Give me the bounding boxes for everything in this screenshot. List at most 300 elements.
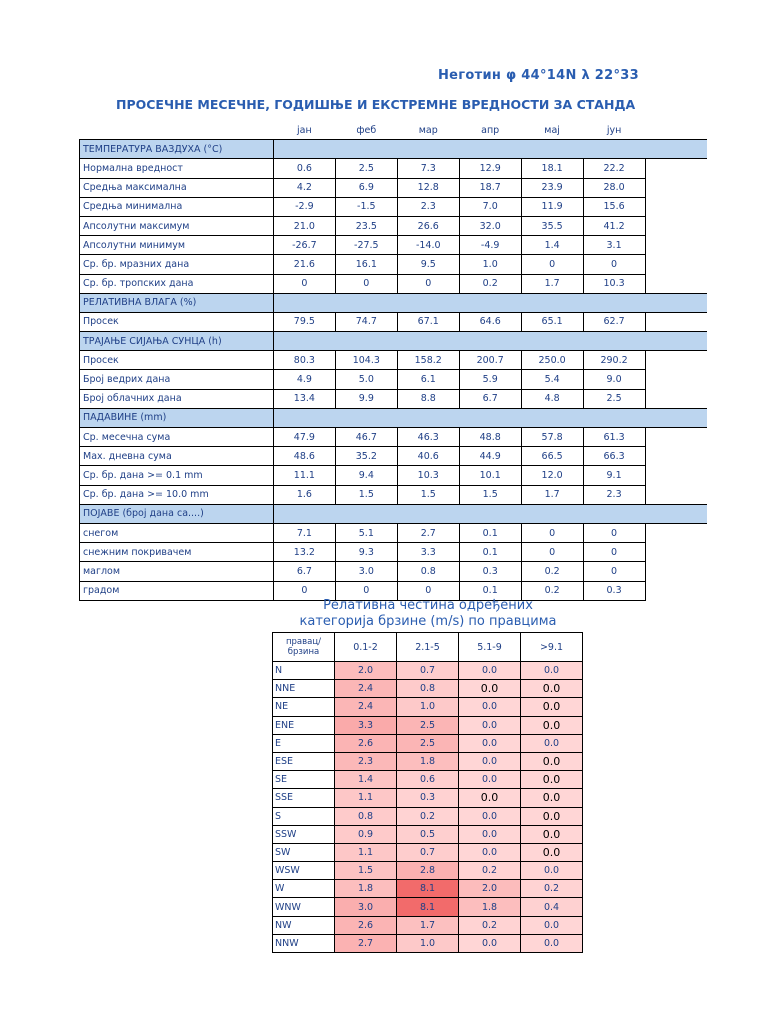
value-cell: 16.1 xyxy=(335,255,397,274)
speed-column-header: 2.1-5 xyxy=(397,633,459,662)
value-cell: 9.3 xyxy=(335,543,397,562)
table-row xyxy=(80,428,708,447)
value-cell: 79.5 xyxy=(273,312,335,331)
value-cell: 0 xyxy=(273,274,335,293)
wind-row xyxy=(273,916,583,934)
value-cell: 2.5 xyxy=(583,389,645,408)
frequency-cell: 2.5 xyxy=(397,716,459,734)
value-cell: 0.1 xyxy=(459,523,521,542)
value-cell: 1.5 xyxy=(459,485,521,504)
frequency-cell: 0.0 xyxy=(459,843,521,861)
value-cell: -2.9 xyxy=(273,197,335,216)
section-title: ПОЈАВЕ (број дана са....) xyxy=(80,504,274,523)
row-label: Апсолутни минимум xyxy=(80,236,274,255)
row-label: Просек xyxy=(80,312,274,331)
table-row xyxy=(80,274,708,293)
table-row xyxy=(80,236,708,255)
wind-row xyxy=(273,752,583,770)
value-cell: 11.9 xyxy=(521,197,583,216)
wind-row xyxy=(273,771,583,789)
frequency-cell: 0.0 xyxy=(459,662,521,680)
month-header: мај xyxy=(544,124,560,136)
value-cell: 9.4 xyxy=(335,466,397,485)
value-cell: 250.0 xyxy=(521,351,583,370)
value-cell: -27.5 xyxy=(335,236,397,255)
frequency-cell: 0.0 xyxy=(459,934,521,952)
value-cell: 66.3 xyxy=(583,447,645,466)
value-cell: 0 xyxy=(397,274,459,293)
value-cell: 5.4 xyxy=(521,370,583,389)
month-header-row xyxy=(80,121,708,140)
value-cell: 0 xyxy=(521,543,583,562)
section-header-row xyxy=(80,504,708,523)
value-cell: 1.4 xyxy=(521,236,583,255)
frequency-cell: 0.0 xyxy=(521,807,583,825)
table-row xyxy=(80,562,708,581)
value-cell: 41.2 xyxy=(583,216,645,235)
row-label: Ср. месечна сума xyxy=(80,428,274,447)
frequency-cell: 2.4 xyxy=(335,680,397,698)
empty-cell xyxy=(645,428,707,447)
empty-cell xyxy=(645,389,707,408)
value-cell: 35.2 xyxy=(335,447,397,466)
value-cell: 1.0 xyxy=(459,255,521,274)
frequency-cell: 0.0 xyxy=(521,825,583,843)
value-cell: 1.7 xyxy=(521,274,583,293)
direction-label: SE xyxy=(273,771,335,789)
frequency-cell: 0.3 xyxy=(397,789,459,807)
frequency-cell: 0.0 xyxy=(459,716,521,734)
frequency-cell: 0.6 xyxy=(397,771,459,789)
frequency-cell: 0.7 xyxy=(397,843,459,861)
value-cell: 0.8 xyxy=(397,562,459,581)
wind-row xyxy=(273,716,583,734)
value-cell: 0 xyxy=(273,581,335,600)
value-cell: 48.8 xyxy=(459,428,521,447)
value-cell: 0 xyxy=(397,581,459,600)
section-title: ПАДАВИНЕ (mm) xyxy=(80,408,274,427)
value-cell: 47.9 xyxy=(273,428,335,447)
value-cell: 0 xyxy=(583,523,645,542)
value-cell: 4.9 xyxy=(273,370,335,389)
value-cell: 13.2 xyxy=(273,543,335,562)
frequency-cell: 0.0 xyxy=(521,734,583,752)
empty-cell xyxy=(645,274,707,293)
wind-row xyxy=(273,698,583,716)
value-cell: 44.9 xyxy=(459,447,521,466)
table-row xyxy=(80,543,708,562)
value-cell: 0 xyxy=(583,562,645,581)
frequency-cell: 0.0 xyxy=(459,680,521,698)
table-row xyxy=(80,216,708,235)
frequency-cell: 0.0 xyxy=(521,662,583,680)
empty-header-cell xyxy=(645,121,707,140)
table-row xyxy=(80,370,708,389)
frequency-cell: 1.8 xyxy=(335,880,397,898)
value-cell: -4.9 xyxy=(459,236,521,255)
speed-column-header: >9.1 xyxy=(521,633,583,662)
header-line2: брзина xyxy=(287,647,320,657)
frequency-cell: 1.1 xyxy=(335,843,397,861)
row-label: снегом xyxy=(80,523,274,542)
frequency-cell: 1.7 xyxy=(397,916,459,934)
section-title: ТРАЈАЊЕ СИЈАЊА СУНЦА (h) xyxy=(80,332,274,351)
wind-row xyxy=(273,807,583,825)
wind-row xyxy=(273,680,583,698)
value-cell: 1.7 xyxy=(521,485,583,504)
month-header: јун xyxy=(606,124,622,136)
value-cell: 0 xyxy=(583,543,645,562)
frequency-cell: 0.0 xyxy=(459,734,521,752)
value-cell: 1.5 xyxy=(335,485,397,504)
value-cell: 6.1 xyxy=(397,370,459,389)
frequency-cell: 0.0 xyxy=(459,698,521,716)
value-cell: 8.8 xyxy=(397,389,459,408)
direction-label: ENE xyxy=(273,716,335,734)
empty-cell xyxy=(645,351,707,370)
direction-label: NNW xyxy=(273,934,335,952)
value-cell: 0 xyxy=(521,523,583,542)
value-cell: 74.7 xyxy=(335,312,397,331)
value-cell: 15.6 xyxy=(583,197,645,216)
direction-label: NW xyxy=(273,916,335,934)
value-cell: 57.8 xyxy=(521,428,583,447)
frequency-cell: 0.0 xyxy=(521,771,583,789)
wind-header-row xyxy=(273,633,583,662)
direction-label: NNE xyxy=(273,680,335,698)
frequency-cell: 2.5 xyxy=(397,734,459,752)
frequency-cell: 1.0 xyxy=(397,934,459,952)
speed-column-header: 5.1-9 xyxy=(459,633,521,662)
frequency-cell: 1.0 xyxy=(397,698,459,716)
frequency-cell: 0.2 xyxy=(459,916,521,934)
frequency-cell: 1.8 xyxy=(397,752,459,770)
value-cell: 0.6 xyxy=(273,159,335,178)
value-cell: 21.0 xyxy=(273,216,335,235)
table-row xyxy=(80,159,708,178)
empty-cell xyxy=(645,197,707,216)
table-row xyxy=(80,447,708,466)
frequency-cell: 0.0 xyxy=(459,789,521,807)
table-row xyxy=(80,178,708,197)
value-cell: 6.7 xyxy=(459,389,521,408)
frequency-cell: 3.3 xyxy=(335,716,397,734)
value-cell: 40.6 xyxy=(397,447,459,466)
row-label: Број облачних дана xyxy=(80,389,274,408)
table-row xyxy=(80,485,708,504)
frequency-cell: 0.0 xyxy=(459,752,521,770)
value-cell: 3.3 xyxy=(397,543,459,562)
direction-label: ESE xyxy=(273,752,335,770)
empty-cell xyxy=(645,523,707,542)
empty-cell xyxy=(645,159,707,178)
wind-title-line2: категорија брзине (m/s) по правцима xyxy=(299,614,557,629)
empty-cell xyxy=(645,581,707,600)
value-cell: 7.1 xyxy=(273,523,335,542)
section-fill xyxy=(273,504,707,523)
wind-frequency-table xyxy=(272,632,583,953)
value-cell: -14.0 xyxy=(397,236,459,255)
value-cell: 104.3 xyxy=(335,351,397,370)
table-row xyxy=(80,312,708,331)
value-cell: 66.5 xyxy=(521,447,583,466)
empty-cell xyxy=(645,543,707,562)
value-cell: 32.0 xyxy=(459,216,521,235)
frequency-cell: 2.0 xyxy=(459,880,521,898)
wind-row xyxy=(273,825,583,843)
empty-cell xyxy=(645,485,707,504)
frequency-cell: 1.5 xyxy=(335,862,397,880)
wind-row xyxy=(273,934,583,952)
frequency-cell: 1.8 xyxy=(459,898,521,916)
value-cell: 64.6 xyxy=(459,312,521,331)
section-header-row xyxy=(80,293,708,312)
direction-label: W xyxy=(273,880,335,898)
value-cell: 2.3 xyxy=(583,485,645,504)
value-cell: 290.2 xyxy=(583,351,645,370)
empty-cell xyxy=(645,216,707,235)
value-cell: 12.8 xyxy=(397,178,459,197)
direction-label: NE xyxy=(273,698,335,716)
value-cell: 5.9 xyxy=(459,370,521,389)
value-cell: 80.3 xyxy=(273,351,335,370)
value-cell: 0.1 xyxy=(459,543,521,562)
value-cell: 10.3 xyxy=(397,466,459,485)
value-cell: 3.1 xyxy=(583,236,645,255)
direction-label: SSW xyxy=(273,825,335,843)
value-cell: 35.5 xyxy=(521,216,583,235)
section-header-row xyxy=(80,140,708,159)
value-cell: 0.3 xyxy=(583,581,645,600)
row-label: Средња максимална xyxy=(80,178,274,197)
wind-row xyxy=(273,734,583,752)
value-cell: 18.1 xyxy=(521,159,583,178)
value-cell: 18.7 xyxy=(459,178,521,197)
empty-cell xyxy=(645,236,707,255)
empty-cell xyxy=(645,447,707,466)
frequency-cell: 0.0 xyxy=(459,825,521,843)
row-label: Средња минимална xyxy=(80,197,274,216)
value-cell: 13.4 xyxy=(273,389,335,408)
frequency-cell: 0.2 xyxy=(521,880,583,898)
row-label: Ср. бр. дана >= 0.1 mm xyxy=(80,466,274,485)
frequency-cell: 0.0 xyxy=(521,934,583,952)
frequency-cell: 2.4 xyxy=(335,698,397,716)
table-row xyxy=(80,389,708,408)
value-cell: 23.9 xyxy=(521,178,583,197)
value-cell: 200.7 xyxy=(459,351,521,370)
value-cell: 0.2 xyxy=(521,581,583,600)
wind-row xyxy=(273,789,583,807)
direction-label: WSW xyxy=(273,862,335,880)
frequency-cell: 0.7 xyxy=(397,662,459,680)
row-label: Ср. бр. дана >= 10.0 mm xyxy=(80,485,274,504)
value-cell: 2.5 xyxy=(335,159,397,178)
row-label: Ср. бр. мразних дана xyxy=(80,255,274,274)
value-cell: 10.1 xyxy=(459,466,521,485)
value-cell: 6.7 xyxy=(273,562,335,581)
value-cell: 7.3 xyxy=(397,159,459,178)
value-cell: 12.9 xyxy=(459,159,521,178)
row-label: Апсолутни максимум xyxy=(80,216,274,235)
value-cell: 0 xyxy=(335,581,397,600)
value-cell: 1.5 xyxy=(397,485,459,504)
wind-table-title xyxy=(272,598,584,630)
value-cell: 1.6 xyxy=(273,485,335,504)
value-cell: 3.0 xyxy=(335,562,397,581)
section-fill xyxy=(273,332,707,351)
row-label: Број ведрих дана xyxy=(80,370,274,389)
frequency-cell: 0.9 xyxy=(335,825,397,843)
table-row xyxy=(80,351,708,370)
table-row xyxy=(80,197,708,216)
value-cell: 23.5 xyxy=(335,216,397,235)
value-cell: 46.3 xyxy=(397,428,459,447)
value-cell: -1.5 xyxy=(335,197,397,216)
row-label: Просек xyxy=(80,351,274,370)
wind-row xyxy=(273,662,583,680)
empty-header-cell xyxy=(80,121,274,140)
frequency-cell: 0.0 xyxy=(459,807,521,825)
frequency-cell: 0.0 xyxy=(521,752,583,770)
value-cell: 61.3 xyxy=(583,428,645,447)
empty-cell xyxy=(645,312,707,331)
frequency-cell: 8.1 xyxy=(397,898,459,916)
value-cell: 9.0 xyxy=(583,370,645,389)
station-title: Неготин φ 44°14N λ 22°33 xyxy=(438,68,639,83)
value-cell: 0.1 xyxy=(459,581,521,600)
section-title: ТЕМПЕРАТУРА ВАЗДУХА (°C) xyxy=(80,140,274,159)
value-cell: 9.9 xyxy=(335,389,397,408)
direction-label: S xyxy=(273,807,335,825)
frequency-cell: 0.4 xyxy=(521,898,583,916)
wind-row xyxy=(273,898,583,916)
row-label: маглом xyxy=(80,562,274,581)
speed-column-header: 0.1-2 xyxy=(335,633,397,662)
frequency-cell: 0.0 xyxy=(521,916,583,934)
section-fill xyxy=(273,408,707,427)
wind-row xyxy=(273,862,583,880)
frequency-cell: 0.0 xyxy=(521,862,583,880)
direction-label: SW xyxy=(273,843,335,861)
wind-row xyxy=(273,843,583,861)
value-cell: 9.1 xyxy=(583,466,645,485)
frequency-cell: 2.3 xyxy=(335,752,397,770)
empty-cell xyxy=(645,562,707,581)
value-cell: 26.6 xyxy=(397,216,459,235)
value-cell: 11.1 xyxy=(273,466,335,485)
section-fill xyxy=(273,293,707,312)
value-cell: 5.1 xyxy=(335,523,397,542)
value-cell: 4.8 xyxy=(521,389,583,408)
empty-cell xyxy=(645,178,707,197)
frequency-cell: 8.1 xyxy=(397,880,459,898)
value-cell: 2.7 xyxy=(397,523,459,542)
section-header-row xyxy=(80,332,708,351)
value-cell: 65.1 xyxy=(521,312,583,331)
direction-label: E xyxy=(273,734,335,752)
value-cell: 21.6 xyxy=(273,255,335,274)
value-cell: 7.0 xyxy=(459,197,521,216)
table-row xyxy=(80,523,708,542)
section-header-row xyxy=(80,408,708,427)
table-row xyxy=(80,466,708,485)
frequency-cell: 1.1 xyxy=(335,789,397,807)
row-label: Мах. дневна сума xyxy=(80,447,274,466)
frequency-cell: 0.5 xyxy=(397,825,459,843)
section-fill xyxy=(273,140,707,159)
frequency-cell: 0.0 xyxy=(521,680,583,698)
month-header: феб xyxy=(356,124,377,136)
row-label: Ср. бр. тропских дана xyxy=(80,274,274,293)
frequency-cell: 2.7 xyxy=(335,934,397,952)
climate-table-viewport xyxy=(79,121,707,597)
frequency-cell: 0.0 xyxy=(521,716,583,734)
month-header: мар xyxy=(418,124,438,136)
frequency-cell: 2.8 xyxy=(397,862,459,880)
value-cell: 0.3 xyxy=(459,562,521,581)
direction-label: SSE xyxy=(273,789,335,807)
row-label: снежним покривачем xyxy=(80,543,274,562)
frequency-cell: 0.0 xyxy=(521,789,583,807)
value-cell: 5.0 xyxy=(335,370,397,389)
frequency-cell: 2.0 xyxy=(335,662,397,680)
empty-cell xyxy=(645,255,707,274)
table-row xyxy=(80,255,708,274)
value-cell: 0 xyxy=(521,255,583,274)
row-label: Нормална вредност xyxy=(80,159,274,178)
direction-label: WNW xyxy=(273,898,335,916)
direction-speed-header xyxy=(273,633,335,662)
frequency-cell: 0.2 xyxy=(397,807,459,825)
row-label: градом xyxy=(80,581,274,600)
frequency-cell: 0.0 xyxy=(521,698,583,716)
value-cell: 46.7 xyxy=(335,428,397,447)
value-cell: 2.3 xyxy=(397,197,459,216)
value-cell: 0.2 xyxy=(459,274,521,293)
value-cell: 6.9 xyxy=(335,178,397,197)
frequency-cell: 0.0 xyxy=(521,843,583,861)
value-cell: 0 xyxy=(583,255,645,274)
value-cell: 158.2 xyxy=(397,351,459,370)
value-cell: 0.2 xyxy=(521,562,583,581)
frequency-cell: 2.6 xyxy=(335,916,397,934)
wind-row xyxy=(273,880,583,898)
wind-title-line1: Релативна честина одређених xyxy=(323,598,533,613)
empty-cell xyxy=(645,370,707,389)
report-subtitle: ПРОСЕЧНЕ МЕСЕЧНЕ, ГОДИШЊЕ И ЕКСТРЕМНЕ ВРЕДНОСТИ ЗА СТАНДА xyxy=(116,97,636,112)
value-cell: 4.2 xyxy=(273,178,335,197)
frequency-cell: 3.0 xyxy=(335,898,397,916)
frequency-cell: 0.2 xyxy=(459,862,521,880)
climate-table xyxy=(79,121,707,601)
value-cell: 0 xyxy=(335,274,397,293)
month-header: јан xyxy=(297,124,312,136)
frequency-cell: 0.8 xyxy=(397,680,459,698)
value-cell: 28.0 xyxy=(583,178,645,197)
frequency-cell: 1.4 xyxy=(335,771,397,789)
value-cell: 48.6 xyxy=(273,447,335,466)
value-cell: 62.7 xyxy=(583,312,645,331)
direction-label: N xyxy=(273,662,335,680)
empty-cell xyxy=(645,466,707,485)
frequency-cell: 0.8 xyxy=(335,807,397,825)
header-line1: правац/ xyxy=(285,637,322,647)
frequency-cell: 0.0 xyxy=(459,771,521,789)
value-cell: 9.5 xyxy=(397,255,459,274)
value-cell: 67.1 xyxy=(397,312,459,331)
section-title: РЕЛАТИВНА ВЛАГА (%) xyxy=(80,293,274,312)
